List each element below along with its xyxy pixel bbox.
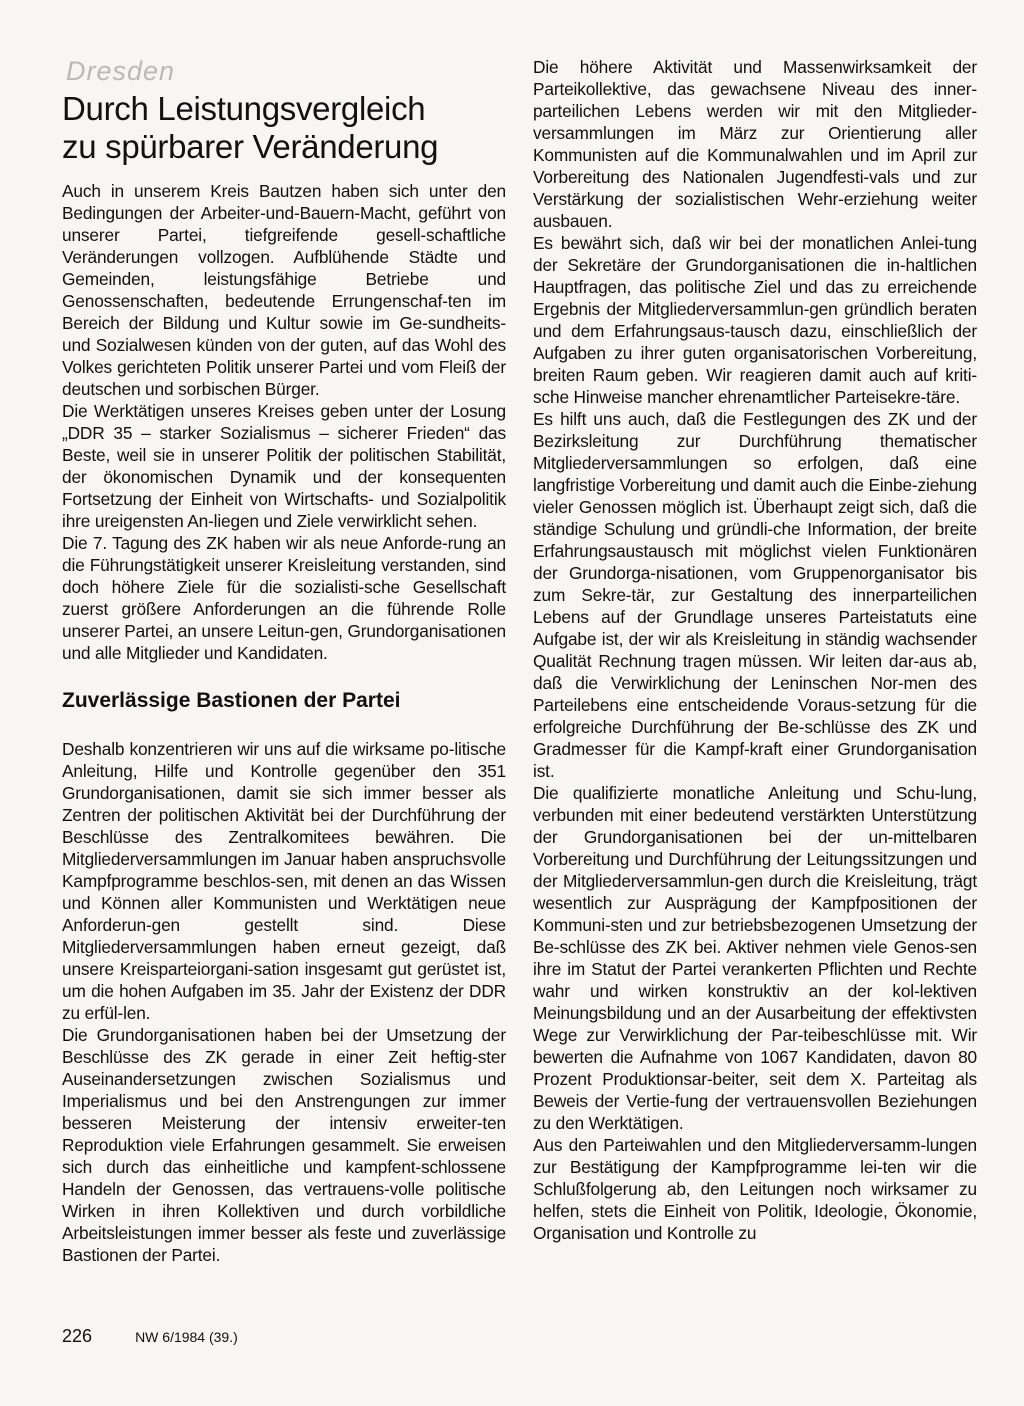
right-column — [533, 56, 977, 1244]
paragraph: Die höhere Aktivität und Massenwirksamkeit der Parteikollektive, das gewachsene Niveau des inner-parteilichen Lebens werden wir mit den Mitglieder-versammlungen im März zur Orientierung aller Kommunisten auf die Kommunalwahlen und im April zur Vorbereitung des Nationalen Jugendfesti-vals und zur Verstärkung der sozialistischen Wehr-erziehung weiter ausbauen. — [533, 57, 977, 231]
page-footer — [62, 1326, 238, 1347]
location-label: Dresden — [66, 56, 176, 86]
headline — [62, 90, 506, 166]
paragraph: Die qualifizierte monatliche Anleitung und Schu-lung, verbunden mit einer bedeutend verstärkten Unterstützung der Grundorganisationen bei der un-mittelbaren Vorbereitung und Durchführung der Leitungssitzungen und der Mitgliederversammlun-gen durch die Kreisleitung, trägt wesentlich zur Ausprägung der Kampfpositionen der Kommuni-sten und zur betriebsbezogenen Umsetzung der Be-schlüsse des ZK bei. Aktiver nehmen viele Genos-sen ihre im Statut der Partei verankerten Pflichten und Rechte wahr und wirken konstruktiv an der kol-lektiven Meinungsbildung und an der Ausarbeitung der effektivsten Wege zur Verwirklichung der Par-teibeschlüsse mit. Wir bewerten die Aufnahme von 1067 Kandidaten, davon 80 Prozent Produktionsar-beiter, seit dem X. Parteitag als Beweis der Vertie-fung der vertrauensvollen Beziehungen zu den Werktätigen. — [533, 783, 977, 1133]
paragraph: Auch in unserem Kreis Bautzen haben sich unter den Bedingungen der Arbeiter-und-Bauern-Macht, geführt von unserer Partei, tiefgreifende gesell-schaftliche Veränderungen vollzogen. Aufblühende Städte und Gemeinden, leistungsfähige Betriebe und Genossenschaften, bedeutende Errungenschaf-ten im Bereich der Bildung und Kultur sowie im Ge-sundheits- und Sozialwesen künden von der guten, auf das Wohl des Volkes gerichteten Politik unserer Partei und vom Fleiß der deutschen und sorbischen Bürger. — [62, 181, 506, 399]
paragraph: Die Grundorganisationen haben bei der Umsetzung der Beschlüsse des ZK gerade in einer Zeit heftig-ster Auseinandersetzungen zwischen Sozialismus und Imperialismus und bei den Anstrengungen zur immer besseren Meisterung der intensiv erweiter-ten Reproduktion viele Erfahrungen gesammelt. Sie erweisen sich durch das einheitliche und kampfent-schlossene Handeln der Genossen, das vertrauens-volle politische Wirken in ihren Kollektiven und durch vorbildliche Arbeitsleistungen immer besser als feste und zuverlässige Bastionen der Partei. — [62, 1025, 506, 1265]
headline-line-2: zu spürbarer Veränderung — [62, 128, 439, 165]
paragraph: Aus den Parteiwahlen und den Mitgliederversamm-lungen zur Bestätigung der Kampfprogramme lei-ten wir die Schlußfolgerung ab, den Leitungen noch wirksamer zu helfen, stets die Einheit von Politik, Ideologie, Ökonomie, Organisation und Kontrolle zu — [533, 1135, 977, 1243]
paragraph: Es bewährt sich, daß wir bei der monatlichen Anlei-tung der Sekretäre der Grundorganisationen die in-haltlichen Hauptfragen, das politische Ziel und das zu erreichende Ergebnis der Mitgliederversammlun-gen gründlich beraten und dem Erfahrungsaus-tausch dazu, einschließlich der Aufgaben zu ihrer guten organisatorischen Vorbereitung, breiten Raum geben. Wir reagieren damit auch auf kriti-sche Hinweise mancher ehrenamtlicher Parteisekre-täre. — [533, 233, 977, 407]
page-number: 226 — [62, 1326, 93, 1346]
subheading: Zuverlässige Bastionen der Partei — [62, 689, 401, 712]
paragraph: Deshalb konzentrieren wir uns auf die wirksame po-litische Anleitung, Hilfe und Kontrolle gegenüber den 351 Grundorganisationen, damit sie sich immer besser als Zentren der politischen Aktivität bei der Durchführung der Beschlüsse des Zentralkomitees bewähren. Die Mitgliederversammlungen im Januar haben anspruchsvolle Kampfprogramme beschlos-sen, mit denen an das Wissen und Können aller Kommunisten und Werktätigen neue Anforderun-gen gestellt sind. Diese Mitgliederversammlungen haben erneut gezeigt, daß unsere Kreisparteiorgani-sation insgesamt gut gerüstet ist, um die hohen Aufgaben im 35. Jahr der Existenz der DDR zu erfül-len. — [62, 739, 506, 1023]
paragraph: Es hilft uns auch, daß die Festlegungen des ZK und der Bezirksleitung zur Durchführung thematischer Mitgliederversammlungen so erfolgen, daß eine langfristige Vorbereitung und damit auch die Einbe-ziehung vieler Genossen möglich ist. Überhaupt zeigt sich, daß die ständige Schulung und gründli-che Information, der breite Erfahrungsaustausch mit möglichst vielen Funktionären der Grundorga-nisationen, vom Gruppenorganisator bis zum Sekre-tär, zur Gestaltung des innerparteilichen Lebens auf der Grundlage unseres Parteistatuts eine Aufgabe ist, der wir als Kreisleitung in ständig wachsender Qualität Rechnung tragen müssen. Wir leiten dar-aus ab, daß die Verwirklichung der Leninschen Nor-men des Parteilebens eine entscheidende Voraus-setzung für die erfolgreiche Durchführung der Be-schlüsse des ZK und Gradmesser für die Kampf-kraft einer Grundorganisation ist. — [533, 409, 977, 781]
issue-label: NW 6/1984 (39.) — [135, 1329, 238, 1345]
paragraph: Die Werktätigen unseres Kreises geben unter der Losung „DDR 35 – starker Sozialismus – sicherer Frieden“ das Beste, weil sie in unserer Politik der politischen Stabilität, der ökonomischen Dynamik und der konsequenten Fortsetzung der Einheit von Wirtschafts- und Sozialpolitik ihre ureigensten An-liegen und Ziele verwirklicht sehen. — [62, 401, 506, 531]
paragraph: Die 7. Tagung des ZK haben wir als neue Anforde-rung an die Führungstätigkeit unserer Kreisleitung verstanden, sind doch höhere Ziele für die sozialisti-sche Gesellschaft zuerst größere Anforderungen an die führende Rolle unserer Partei, an unsere Leitun-gen, Grundorganisationen und alle Mitglieder und Kandidaten. — [62, 533, 506, 663]
left-column — [62, 56, 506, 1266]
headline-line-1: Durch Leistungsvergleich — [62, 90, 426, 127]
